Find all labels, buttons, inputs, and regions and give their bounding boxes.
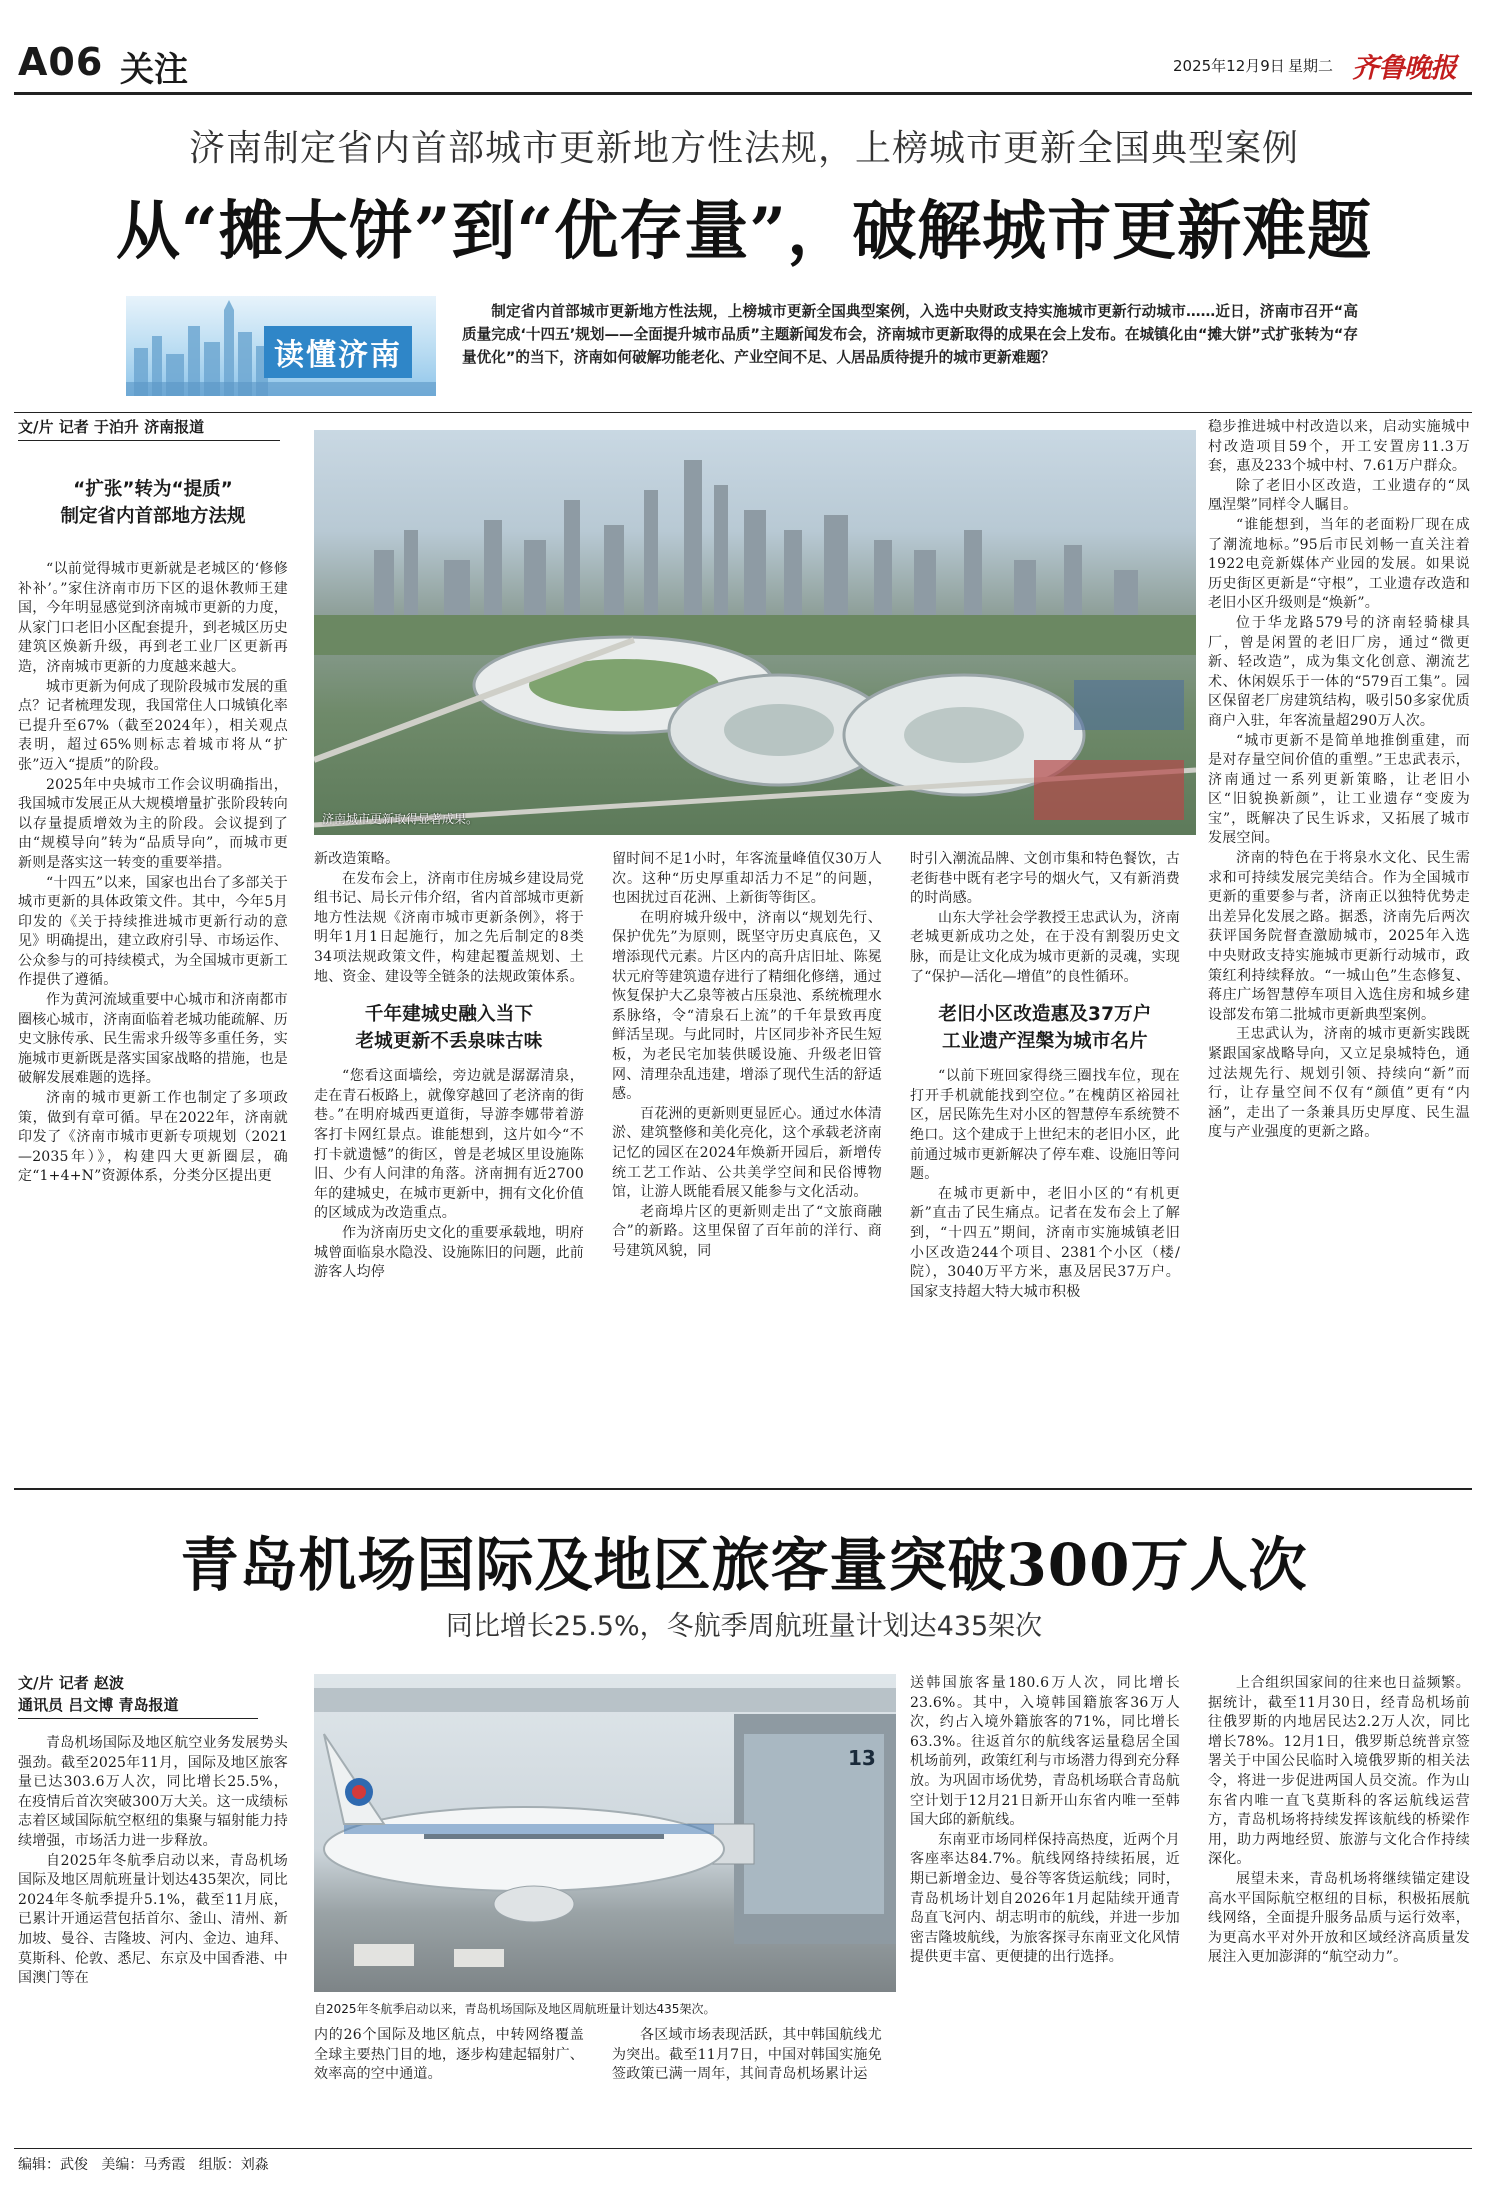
badge-label: 读懂济南	[264, 326, 412, 378]
subhead3-line2: 工业遗产涅槃为城市名片	[942, 1031, 1148, 1053]
paragraph: 时引入潮流品牌、文创市集和特色餐饮，古老街巷中既有老字号的烟火气，又有新消费的时尚感。	[910, 851, 1180, 907]
story1-subhead1	[18, 476, 288, 530]
story1-lead: 制定省内首部城市更新地方性法规，上榜城市更新全国典型案例，入选中央财政支持实施城市更新行动城市……近日，济南市召开“高质量完成‘十四五’规划——全面提升城市品质”主题新闻发布会，济南城市更新取得的成果在会上发布。在城镇化由“摊大饼”式扩张转为“存量优化”的当下，济南如何破解功能老化、产业空间不足、人居品质待提升的城市更新难题？	[462, 303, 1358, 366]
paragraph: 山东大学社会学教授王忠武认为，济南老城更新成功之处，在于没有割裂历史文脉，而是让文化成为城市更新的灵魂，实现了“保护—活化—增值”的良性循环。	[910, 909, 1180, 985]
issue-weekday: 星期二	[1288, 57, 1334, 75]
story1-headline: 从“摊大饼”到“优存量”，破解城市更新难题	[115, 194, 1373, 269]
story1-column-3	[612, 850, 882, 1261]
paragraph: “以前下班回家得绕三圈找车位，现在打开手机就能找到空位。”在槐荫区裕园社区，居民陈先生对小区的智慧停车系统赞不绝口。这个建成于上世纪末的老旧小区，此前通过城市更新解决了停车难、设施旧等问题。	[910, 1068, 1180, 1183]
paragraph: 新改造策略。	[314, 851, 400, 867]
subhead2-line1: 千年建城史融入当下	[364, 1004, 534, 1026]
story2-column-1	[18, 1734, 288, 1989]
paragraph: 上合组织国家间的往来也日益频繁。据统计，截至11月30日，经青岛机场前往俄罗斯的内地居民达2.2万人次，同比增长78%。12月1日，俄罗斯总统普京签署关于中国公民临时入境俄罗斯的相关法令，将进一步促进两国人员交流。作为山东省内唯一直飞莫斯科的客运航线运营方，青岛机场将持续发挥该航线的桥梁作用，助力两地经贸、旅游与文化合作持续深化。	[1208, 1675, 1470, 1868]
story2-column-4	[910, 1674, 1180, 1968]
story2-headline: 青岛机场国际及地区旅客量突破300万人次	[180, 1531, 1308, 1599]
story1-subhead2	[314, 1001, 584, 1055]
paragraph: “以前觉得城市更新就是老城区的‘修修补补’。”家住济南市历下区的退休教师王建国，今年明显感觉到济南城市更新的力度，从家门口老旧小区配套提升，到老城区历史建筑区焕新升级，再到老工业厂区更新再造，济南城市更新的力度越来越大。	[18, 561, 288, 675]
story1-photo-caption: 济南城市更新取得显著成果。	[322, 812, 479, 826]
paragraph: 百花洲的更新则更显匠心。通过水体清淤、建筑整修和美化亮化，这个承载老济南记忆的园区在2024年焕新开园后，新增传统工艺工作站、公共美学空间和民俗博物馆，让游人既能看展又能参与文化活动。	[612, 1105, 882, 1201]
paper-logo: 齐鲁晚报	[1352, 53, 1456, 84]
paragraph: 老商埠片区的更新则走出了“文旅商融合”的新路。这里保留了百年前的洋行、商号建筑风貌，同	[612, 1203, 882, 1259]
paragraph: 稳步推进城中村改造以来，启动实施城中村改造项目59个，开工安置房11.3万套，惠及233个城中村、7.61万户群众。	[1208, 419, 1470, 475]
byline-underline	[18, 440, 280, 441]
story1-column-4	[910, 850, 1180, 1302]
gate-number: 13	[848, 1746, 876, 1770]
story2-column-5	[1208, 1674, 1470, 1968]
issue-date: 2025年12月9日	[1173, 57, 1285, 75]
editor-credits: 编辑：武俊 美编：马秀霞 组版：刘淼	[18, 2157, 269, 2173]
paragraph: 青岛机场国际及地区航空业务发展势头强劲。截至2025年11月，国际及地区旅客量已达303.6万人次，同比增长25.5%，在疫情后首次突破300万大关。这一成绩标志着区域国际航空枢纽的集聚与辐射能力持续增强，市场活力进一步释放。	[18, 1735, 288, 1849]
paragraph: 王忠武认为，济南的城市更新实践既紧跟国家战略导向，又立足泉城特色，通过法规先行、规划引领、持续向“新”而行，让存量空间不仅有“颜值”更有“内涵”，走出了一条兼具历史厚度、民生温度与产业强度的更新之路。	[1208, 1026, 1470, 1141]
story2-column-3	[612, 2026, 882, 2085]
paragraph: 2025年中央城市工作会议明确指出，我国城市发展正从大规模增量扩张阶段转向以存量提质增效为主的阶段。会议提到了由“规模导向”转为“品质导向”，而城市更新则是落实这一转变的重要举措。	[18, 776, 288, 871]
subhead1-line2: 制定省内首部地方法规	[60, 506, 246, 527]
byline-line1: 文/片 记者 赵波	[18, 1674, 124, 1692]
paragraph: “十四五”以来，国家也出台了多部关于城市更新的具体政策文件。其中，今年5月印发的《关于持续推进城市更新行动的意见》明确提出，建立政府引导、市场运作、公众参与的可持续模式，为全国城市更新工作提供了遵循。	[18, 874, 288, 989]
footer-rule	[14, 2148, 1472, 2149]
story2-photo-caption: 自2025年冬航季启动以来，青岛机场国际及地区周航班量计划达435架次。	[314, 2002, 716, 2016]
paragraph: 城市更新为何成了现阶段城市发展的重点？记者梳理发现，我国常住人口城镇化率已提升至67%（截至2024年），相关观点表明，超过65%则标志着城市将从“扩张”迈入“提质”的阶段。	[18, 678, 288, 773]
section-name: 关注	[120, 50, 188, 90]
paragraph: 位于华龙路579号的济南轻骑棣具厂，曾是闲置的老旧厂房，通过“微更新、轻改造”，成为集文化创意、潮流艺术、休闲娱乐于一体的“579百工集”。园区保留老厂房建筑结构，吸引50多家优质商户入驻，年客流量超290万人次。	[1208, 614, 1470, 729]
paragraph: 作为黄河流域重要中心城市和济南都市圈核心城市，济南面临着老城功能疏解、历史文脉传承、民生需求升级等多重任务，实施城市更新既是落实国家战略的措施，也是破解发展难题的选择。	[18, 992, 288, 1087]
story1-subhead3	[910, 1001, 1180, 1055]
paragraph: 济南的特色在于将泉水文化、民生需求和可持续发展完美结合。作为全国城市更新的重要参与者，济南正以独特优势走出差异化发展之路。据悉，济南先后两次获评国务院督查激励城市，2025年入选中央财政支持实施城市更新行动城市，政策红利持续释放。“一城山色”生态修复、蒋庄广场智慧停车项目入选住房和城乡建设部发布第二批城市更新典型案例。	[1208, 850, 1470, 1023]
story1-column-2	[314, 850, 584, 1283]
subhead2-line2: 老城更新不丢泉味古味	[355, 1031, 543, 1053]
story2-byline	[18, 1672, 178, 1716]
paragraph: 东南亚市场同样保持高热度，近两个月客座率达84.7%。航线网络持续拓展，近期已新增金边、曼谷等客货运航线；同时，青岛机场计划自2026年1月起陆续开通青岛直飞河内、胡志明市的航线，并进一步加密吉隆坡航线，为旅客探寻东南亚文化风情提供更丰富、更便捷的出行选择。	[910, 1831, 1180, 1966]
subhead3-line1: 老旧小区改造惠及37万户	[938, 1004, 1152, 1026]
paragraph: 除了老旧小区改造，工业遗存的“凤凰涅槃”同样令人瞩目。	[1208, 477, 1470, 514]
page-number: A06	[18, 40, 104, 84]
paragraph: 送韩国旅客量180.6万人次，同比增长23.6%。其中，入境韩国籍旅客36万人次，约占入境外籍旅客的71%，同比增长63.3%。往返首尔的航线客运量稳居全国机场前列，政策红利与市场潜力得到充分释放。为巩固市场优势，青岛机场联合青岛航空计划于12月21日新开山东省内唯一至韩国大邱的新航线。	[910, 1675, 1180, 1829]
header-rule	[14, 92, 1472, 95]
paragraph: 内的26个国际及地区航点，中转网络覆盖全球主要热门目的地，逐步构建起辐射广、效率高的空中通道。	[314, 2027, 584, 2083]
story2-subheadline: 同比增长25.5%，冬航季周航班量计划达435架次	[445, 1611, 1043, 1642]
paragraph: 留时间不足1小时，年客流量峰值仅30万人次。这种“历史厚重却活力不足”的问题，也困扰过百花洲、上新街等街区。	[612, 851, 882, 907]
story1-column-1	[18, 560, 288, 1187]
qingdao-airport-photo	[314, 1674, 896, 1992]
story-divider	[14, 1488, 1472, 1490]
paragraph: “城市更新不是简单地推倒重建，而是对存量空间价值的重塑。”王忠武表示，济南通过一系列更新策略，让老旧小区“旧貌换新颜”，让工业遗存“变废为宝”，既解决了民生诉求，又拓展了城市发展空间。	[1208, 732, 1470, 847]
story1-byline: 文/片 记者 于泊升 济南报道	[18, 418, 205, 436]
paragraph: 自2025年冬航季启动以来，青岛机场国际及地区周航班量计划达435架次，同比2024年冬航季提升5.1%，截至11月底，已累计开通运营包括首尔、釜山、清州、新加坡、曼谷、吉隆坡、河内、金边、迪拜、莫斯科、伦敦、悉尼、东京及中国香港、中国澳门等在	[18, 1852, 288, 1987]
paragraph: “您看这面墙绘，旁边就是潺潺清泉，走在青石板路上，就像穿越回了老济南的街巷。”在明府城西更道街，导游李娜带着游客打卡网红景点。谁能想到，这片如今“不打卡就遗憾”的街区，曾是老城区里设施陈旧、少有人问津的角落。济南拥有近2700年的建城史，在城市更新中，拥有文化价值的区域成为改造重点。	[314, 1068, 584, 1222]
byline-line2: 通讯员 吕文博 青岛报道	[18, 1696, 179, 1714]
badge-read-jinan	[126, 296, 436, 396]
story2-column-2	[314, 2026, 584, 2085]
paragraph: 济南的城市更新工作也制定了多项政策，做到有章可循。早在2022年，济南就印发了《济南市城市更新专项规划（2021—2035年）》，构建四大更新圈层，确定“1+4+N”资源体系，分类分区提出更	[18, 1090, 288, 1185]
story1-column-5	[1208, 418, 1470, 1143]
paragraph: 各区域市场表现活跃，其中韩国航线尤为突出。截至11月7日，中国对韩国实施免签政策已满一周年，其间青岛机场累计运	[612, 2027, 882, 2083]
paragraph: 在城市更新中，老旧小区的“有机更新”直击了民生痛点。记者在发布会上了解到，“十四五”期间，济南市实施城镇老旧小区改造244个项目、2381个小区（楼/院），3040万平方米，惠及居民37万户。国家支持超大特大城市积极	[910, 1185, 1180, 1300]
story1-kicker: 济南制定省内首部城市更新地方性法规，上榜城市更新全国典型案例	[188, 128, 1299, 169]
paragraph: 展望未来，青岛机场将继续锚定建设高水平国际航空枢纽的目标，积极拓展航线网络，全面提升服务品质与运行效率，为更高水平对外开放和区域经济高质量发展注入更加澎湃的“航空动力”。	[1208, 1870, 1470, 1966]
lead-rule	[14, 412, 1472, 413]
subhead1-line1: “扩张”转为“提质”	[73, 479, 233, 500]
paragraph: 在明府城升级中，济南以“规划先行、保护优先”为原则，既坚守历史真底色，又增添现代元素。片区内的高升店旧址、陈冕状元府等建筑遗存进行了精细化修缮，通过恢复保护大乙泉等被占压泉池、系统梳理水系脉络，令“清泉石上流”的千年景致再度鲜活呈现。与此同时，片区同步补齐民生短板，为老民宅加装供暖设施、升级老旧管网、清理杂乱违建，增添了现代生活的舒适感。	[612, 909, 882, 1103]
paragraph: 在发布会上，济南市住房城乡建设局党组书记、局长亓伟介绍，省内首部城市更新地方性法规《济南市城市更新条例》，将于明年1月1日起施行，加之先后制定的8类34项法规政策文件，构建起覆盖规划、土地、资金、建设等全链条的法规政策体系。	[314, 870, 584, 985]
byline2-underline	[18, 1718, 258, 1719]
jinan-aerial-photo	[314, 430, 1196, 835]
paragraph: “谁能想到，当年的老面粉厂现在成了潮流地标。”95后市民刘畅一直关注着1922电竞新媒体产业园的发展。如果说历史街区更新是“守根”，工业遗存改造和老旧小区升级则是“焕新”。	[1208, 516, 1470, 612]
paragraph: 作为济南历史文化的重要承载地，明府城曾面临泉水隐没、设施陈旧的问题，此前游客人均停	[314, 1224, 584, 1281]
